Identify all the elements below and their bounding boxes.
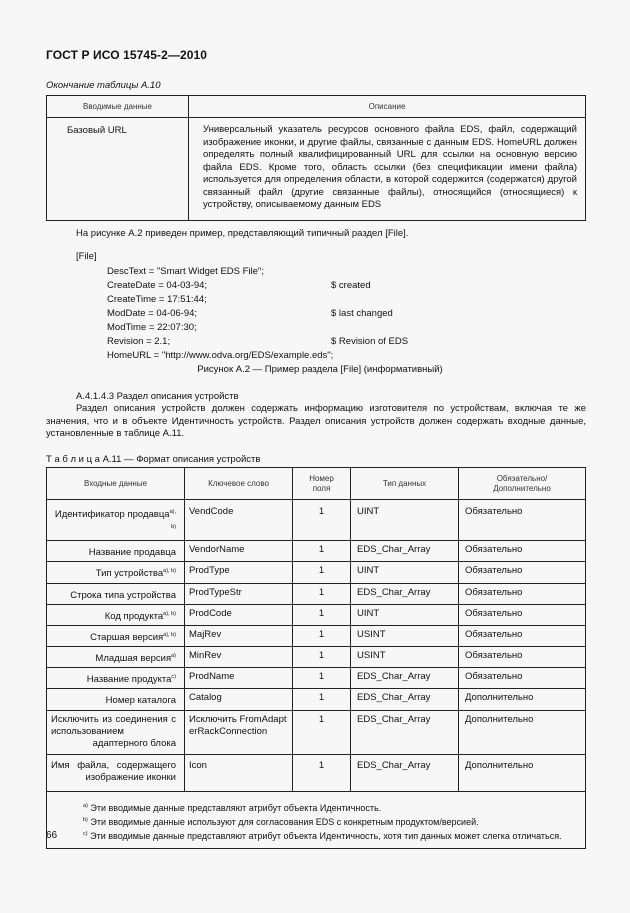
table-row: Идентификатор продавца$^{a), b)}$ VendCode 1 UINT Обязательно [47, 500, 586, 541]
column-header-input: Вводимые данные [47, 96, 189, 118]
code-line: HomeURL = "http://www.odva.org/EDS/example.eds"; [107, 350, 334, 361]
column-header-required: Обязательно/ Дополнительно [459, 468, 586, 500]
table-row: Имя файла, содержащего изображение иконки Icon 1 EDS_Char_Array Дополнительно [47, 754, 586, 791]
code-line: ModTime = 22:07:30; [107, 322, 197, 333]
code-line: Revision = 2.1; [107, 336, 171, 347]
code-line: CreateTime = 17:51:44; [107, 294, 207, 305]
footnote: $^{b)}$ Эти вводимые данные используют для согласования EDS с конкретным продуктом/версией. [83, 816, 479, 827]
table-continuation-label: Окончание таблицы А.10 [46, 80, 161, 91]
table-row: Название продавца VendorName 1 EDS_Char_Array Обязательно [47, 541, 586, 562]
section-paragraph: Раздел описания устройств должен содержать информацию изготовителя по устройствам, включая те же значения, что и в объекте Идентичность устройств. Раздел описания устройств должен содержать входные данные, установленные в таблице А.11. [46, 403, 586, 439]
code-comment: $ Revision of EDS [331, 336, 409, 347]
figure-caption: Рисунок А.2 — Пример раздела [File] (информативный) [197, 364, 443, 375]
table-row: Тип устройства$^{a), b)}$ ProdType 1 UINT Обязательно [47, 562, 586, 583]
table-cell-description: Универсальный указатель ресурсов основного файла EDS, файл, содержащий изображение иконки, и другие файлы, связанные с данным EDS. HomeURL должен определять полный квалифицированный URL для ссылки на основную версию файла EDS. Кроме того, область ссылки (без спецификации имени файла) используется для определения области, в которой содержится (содержатся) другой связанный файл (другие связанные файлы), относящийся (относящиеся) к устройству, описываемому данным EDS [189, 118, 586, 221]
table-row: Код продукта$^{a), b)}$ ProdCode 1 UINT Обязательно [47, 604, 586, 625]
code-comment: $ last changed [331, 308, 393, 319]
table-row: Строка типа устройства ProdTypeStr 1 EDS_Char_Array Обязательно [47, 583, 586, 604]
column-header-data-type: Тип данных [351, 468, 459, 500]
page-number: 66 [46, 830, 58, 841]
code-comment: $ created [331, 280, 371, 291]
column-header-description: Описание [189, 96, 586, 118]
table-cell-input: Базовый URL [47, 118, 189, 221]
table-a10 [46, 95, 586, 221]
column-header-field-number: Номер поля [293, 468, 351, 500]
code-section-header: [File] [76, 251, 97, 262]
document-header: ГОСТ Р ИСО 15745-2—2010 [46, 48, 208, 62]
column-header-input: Входные данные [47, 468, 185, 500]
footnote: $^{c)}$ Эти вводимые данные представляют атрибут объекта Идентичность, хотя тип данных может слегка отличаться. [83, 830, 562, 841]
table-row: Исключить из соединения с использованием адаптерного блока Исключить FromAdapterRackConnection 1 EDS_Char_Array Дополнительно [47, 710, 586, 754]
table-row: Номер каталога Catalog 1 EDS_Char_Array Дополнительно [47, 689, 586, 710]
table-row: Старшая версия$^{a), b)}$ MajRev 1 USINT Обязательно [47, 625, 586, 646]
section-title: А.4.1.4.3 Раздел описания устройств [76, 391, 239, 402]
code-line: DescText = "Smart Widget EDS File"; [107, 266, 264, 277]
footnote: $^{a)}$ Эти вводимые данные представляют атрибут объекта Идентичность. [83, 802, 382, 813]
code-line: ModDate = 04-06-94; [107, 308, 198, 319]
table-row: Младшая версия$^{a)}$ MinRev 1 USINT Обязательно [47, 647, 586, 668]
table-footnotes-row [47, 791, 586, 848]
table-a11 [46, 467, 586, 849]
column-header-keyword: Ключевое слово [185, 468, 293, 500]
code-line: CreateDate = 04-03-94; [107, 280, 208, 291]
table-row: Название продукта$^{c)}$ ProdName 1 EDS_Char_Array Обязательно [47, 668, 586, 689]
table-caption: Т а б л и ц а А.11 — Формат описания устройств [46, 454, 261, 465]
intro-text: На рисунке А.2 приведен пример, представляющий типичный раздел [File]. [76, 228, 409, 239]
